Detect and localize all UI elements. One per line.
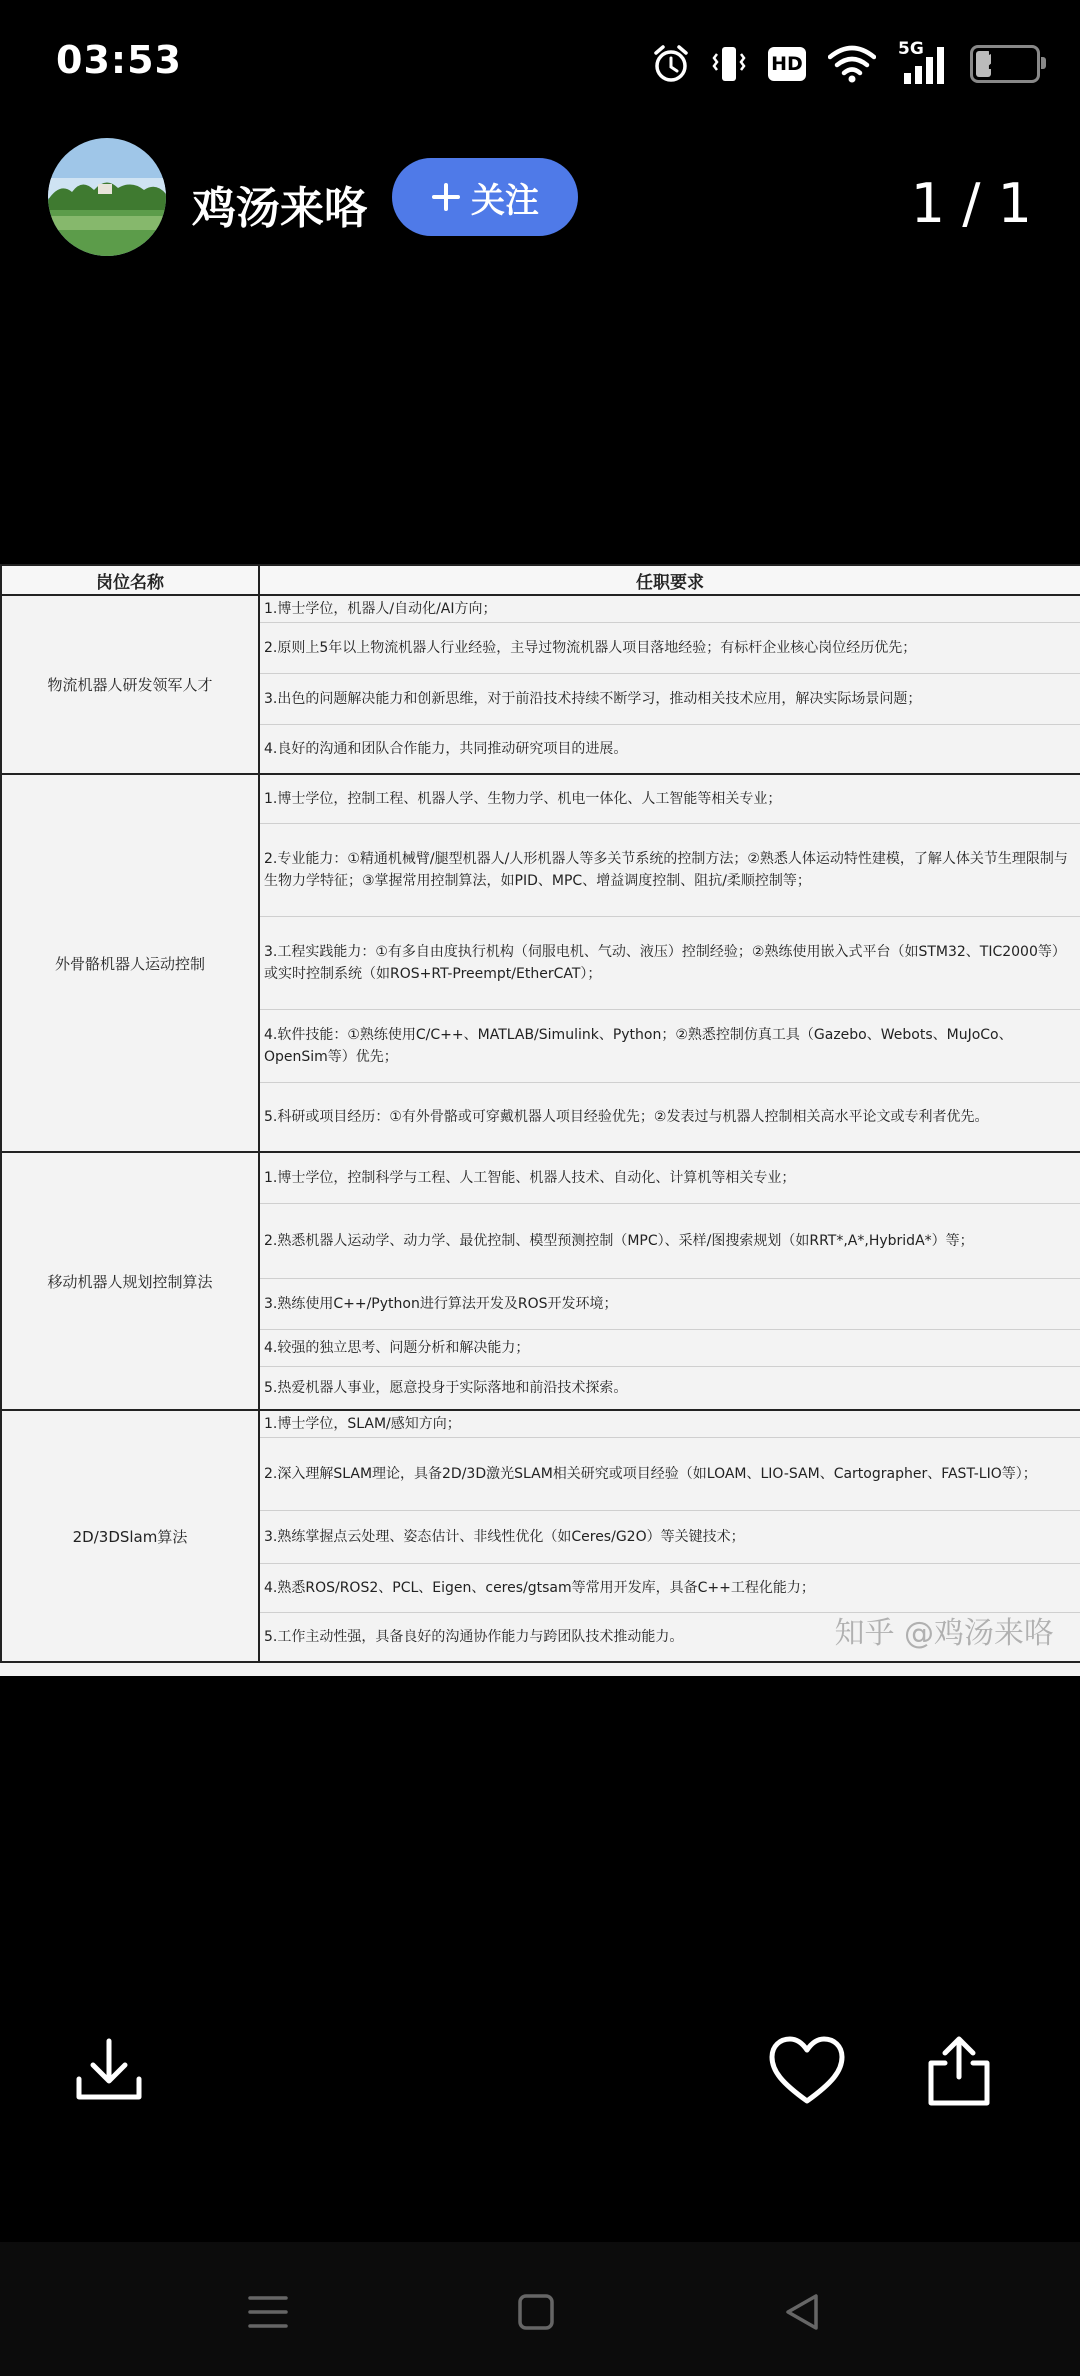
column-header: 任职要求 bbox=[259, 565, 1080, 595]
like-button[interactable] bbox=[766, 2030, 848, 2112]
role-cell: 移动机器人规划控制算法 bbox=[1, 1152, 259, 1410]
action-bar bbox=[0, 2000, 1080, 2140]
battery-icon bbox=[970, 45, 1040, 83]
hd-icon bbox=[768, 47, 806, 81]
download-icon bbox=[71, 2033, 147, 2109]
status-bar bbox=[0, 0, 1080, 128]
requirements-cell bbox=[259, 1152, 1080, 1410]
menu-icon bbox=[246, 2292, 290, 2332]
requirement-item: 5.热爱机器人事业，愿意投身于实际落地和前沿技术探索。 bbox=[264, 1380, 628, 1396]
job-table bbox=[0, 564, 1080, 1663]
follow-label: 关注 bbox=[471, 180, 539, 221]
requirement-item: 1.博士学位，控制工程、机器人学、生物力学、机电一体化、人工智能等相关专业； bbox=[260, 775, 1080, 824]
requirement-item: 2.原则上5年以上物流机器人行业经验，主导过物流机器人项目落地经验；有标杆企业核心岗位经历优先； bbox=[260, 623, 1080, 674]
requirement-item: 4.熟悉ROS/ROS2、PCL、Eigen、ceres/gtsam等常用开发库，具备C++工程化能力； bbox=[260, 1564, 1080, 1613]
table-row bbox=[1, 774, 1080, 1152]
role-cell: 物流机器人研发领军人才 bbox=[1, 595, 259, 774]
requirement-item: 5.工作主动性强，具备良好的沟通协作能力与跨团队技术推动能力。 bbox=[264, 1629, 684, 1645]
table-row bbox=[1, 1152, 1080, 1410]
requirement-item: 4.良好的沟通和团队合作能力，共同推动研究项目的进展。 bbox=[264, 741, 628, 757]
plus-icon bbox=[431, 182, 461, 212]
requirement-item: 2.深入理解SLAM理论，具备2D/3D激光SLAM相关研究或项目经验（如LOAM、LIO-SAM、Cartographer、FAST-LIO等）； bbox=[260, 1438, 1080, 1511]
network-label: 5G bbox=[898, 39, 924, 59]
column-header: 岗位名称 bbox=[1, 565, 259, 595]
requirement-item: 3.熟练使用C++/Python进行算法开发及ROS开发环境； bbox=[260, 1279, 1080, 1330]
download-button[interactable] bbox=[68, 2030, 150, 2112]
requirement-item: 4.较强的独立思考、问题分析和解决能力； bbox=[260, 1330, 1080, 1367]
system-nav-bar bbox=[0, 2242, 1080, 2376]
home-icon bbox=[516, 2292, 556, 2332]
requirement-item: 3.工程实践能力：①有多自由度执行机构（伺服电机、气动、液压）控制经验；②熟练使用嵌入式平台（如STM32、TIC2000等）或实时控制系统（如ROS+RT-Preempt/EtherCAT）； bbox=[260, 917, 1080, 1010]
share-icon bbox=[921, 2033, 997, 2109]
role-cell: 2D/3DSlam算法 bbox=[1, 1410, 259, 1662]
page-counter: 1 / 1 bbox=[910, 172, 1032, 235]
signal-5g-icon bbox=[898, 39, 948, 85]
document-image[interactable] bbox=[0, 564, 1080, 1676]
table-header-row bbox=[1, 565, 1080, 595]
battery-level: 24 bbox=[986, 46, 1024, 76]
author-avatar[interactable] bbox=[48, 138, 166, 256]
like-heart-icon bbox=[768, 2035, 846, 2107]
requirement-item: 1.博士学位，机器人/自动化/AI方向； bbox=[260, 596, 1080, 623]
wifi-icon bbox=[828, 45, 876, 83]
vibrate-icon bbox=[712, 44, 746, 84]
requirement-item: 3.出色的问题解决能力和创新思维，对于前沿技术持续不断学习，推动相关技术应用，解决实际场景问题； bbox=[260, 674, 1080, 725]
status-time: 03:53 bbox=[56, 38, 182, 82]
requirement-item: 2.熟悉机器人运动学、动力学、最优控制、模型预测控制（MPC）、采样/图搜索规划（如RRT*,A*,HybridA*）等； bbox=[260, 1204, 1080, 1279]
share-button[interactable] bbox=[918, 2030, 1000, 2112]
requirement-item: 2.专业能力：①精通机械臂/腿型机器人/人形机器人等多关节系统的控制方法；②熟悉人体运动特性建模，了解人体关节生理限制与生物力学特征；③掌握常用控制算法，如PID、MPC、增益调度控制、阻抗/柔顺控制等； bbox=[260, 824, 1080, 917]
watermark: 知乎 @鸡汤来咯 bbox=[834, 1616, 1054, 1651]
back-icon bbox=[782, 2292, 822, 2332]
requirement-item: 4.软件技能：①熟练使用C/C++、MATLAB/Simulink、Python；②熟悉控制仿真工具（Gazebo、Webots、MuJoCo、OpenSim等）优先； bbox=[260, 1010, 1080, 1083]
requirement-item: 3.熟练掌握点云处理、姿态估计、非线性优化（如Ceres/G2O）等关键技术； bbox=[260, 1511, 1080, 1564]
author-name[interactable]: 鸡汤来咯 bbox=[192, 183, 368, 234]
table-row bbox=[1, 595, 1080, 774]
requirement-item: 5.科研或项目经历：①有外骨骼或可穿戴机器人项目经验优先；②发表过与机器人控制相关高水平论文或专利者优先。 bbox=[264, 1109, 989, 1125]
requirement-item: 1.博士学位，SLAM/感知方向； bbox=[260, 1411, 1080, 1438]
back-button[interactable] bbox=[772, 2282, 832, 2342]
menu-button[interactable] bbox=[238, 2282, 298, 2342]
status-icons bbox=[652, 38, 1040, 90]
requirement-item: 1.博士学位，控制科学与工程、人工智能、机器人技术、自动化、计算机等相关专业； bbox=[260, 1153, 1080, 1204]
requirements-cell bbox=[259, 595, 1080, 774]
alarm-icon bbox=[652, 44, 690, 84]
follow-button[interactable] bbox=[392, 158, 578, 236]
home-button[interactable] bbox=[506, 2282, 566, 2342]
requirements-cell bbox=[259, 774, 1080, 1152]
hd-label: HD bbox=[771, 53, 803, 75]
role-cell: 外骨骼机器人运动控制 bbox=[1, 774, 259, 1152]
post-header bbox=[0, 128, 1080, 268]
